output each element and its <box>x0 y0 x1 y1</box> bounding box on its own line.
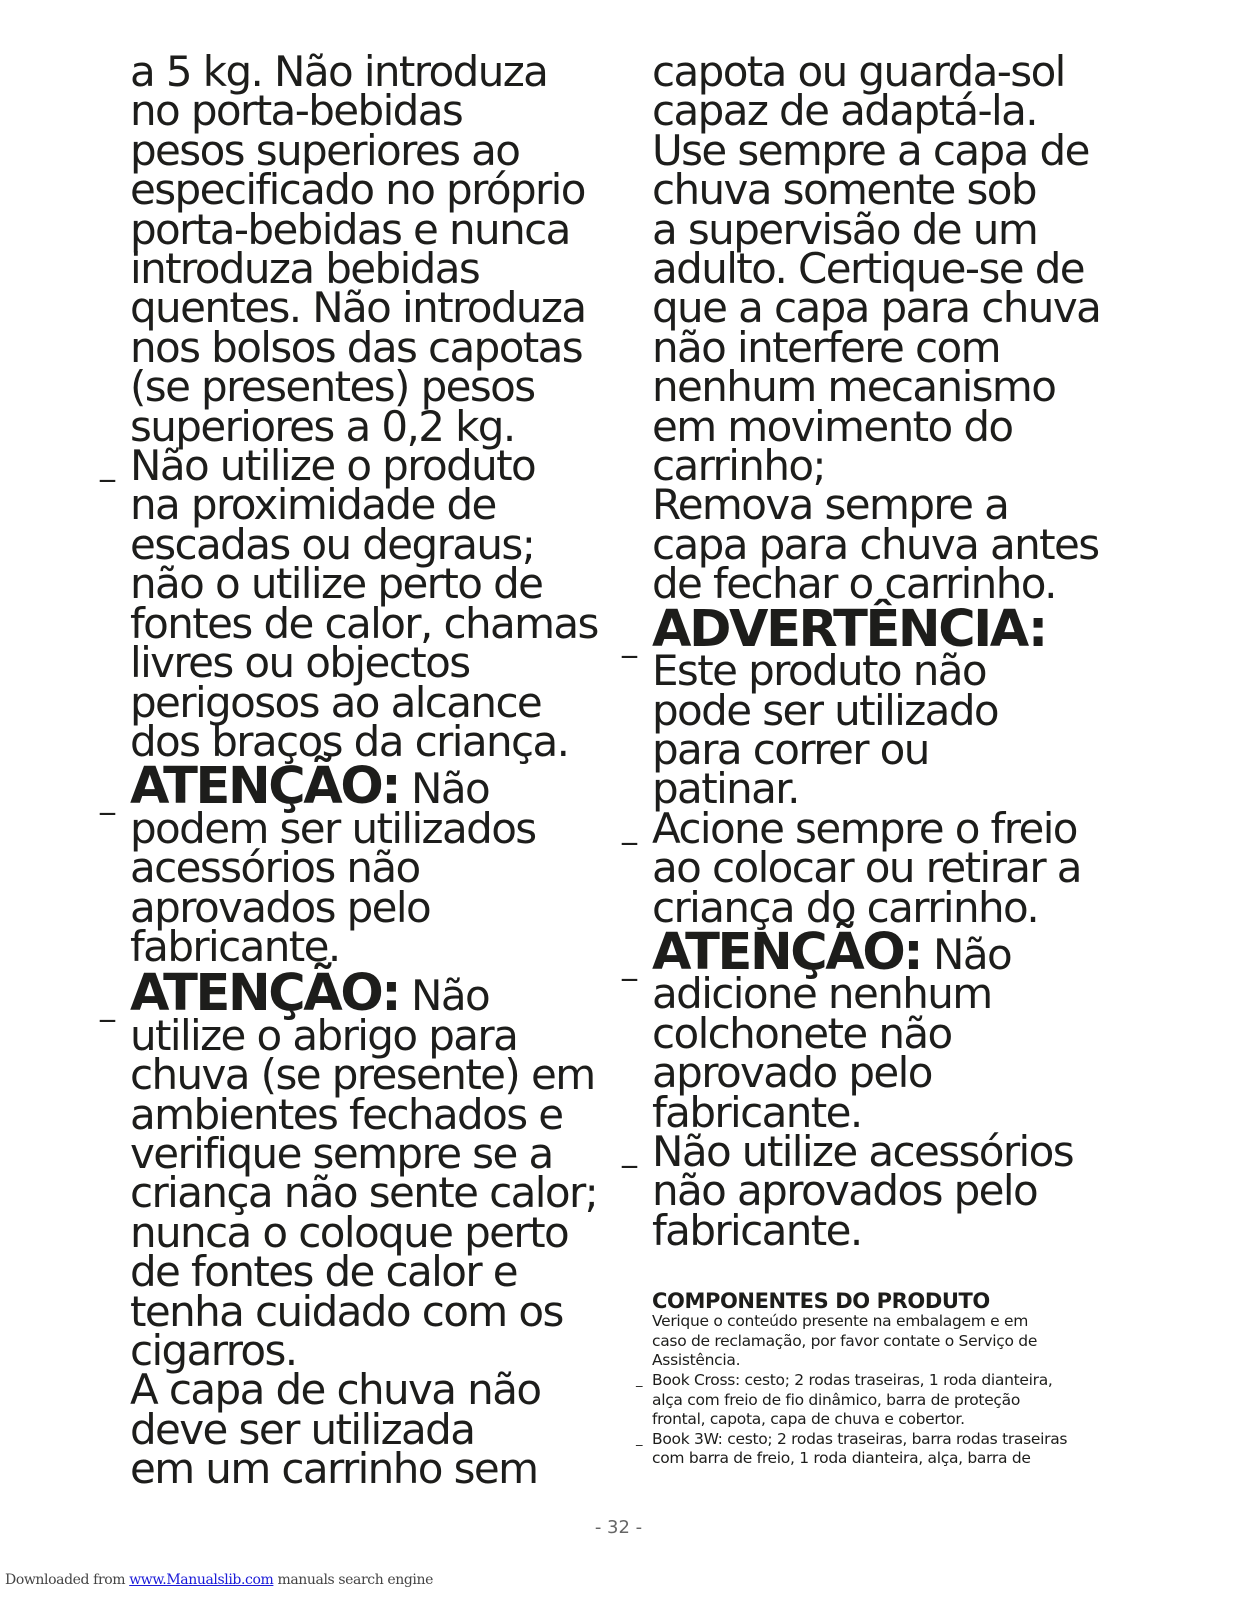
warning-keyword: ADVERTÊNCIA: <box>652 599 1046 659</box>
list-item <box>622 803 1132 932</box>
warning-keyword: ATENÇÃO: <box>130 964 400 1024</box>
list-item <box>100 964 610 1494</box>
item-text: Book Cross: cesto; 2 rodas traseiras, 1 roda dianteira, alça com freio de fio dinâmico, barra de proteção frontal, capota, capa de chuva e cobertor. <box>652 1370 1053 1429</box>
list-item <box>622 1126 1132 1255</box>
download-footer <box>5 1572 433 1588</box>
manualslib-link[interactable]: www.Manualslib.com <box>129 1572 274 1588</box>
item-text: Não adicione nenhum colchonete não aprovado pelo fabricante. <box>652 929 1012 1137</box>
section-intro: Verique o conteúdo presente na embalagem e em caso de reclamação, por favor contate o Serviço de Assistência. <box>652 1312 1038 1370</box>
list-item <box>100 757 610 971</box>
item-text: Book 3W: cesto; 2 rodas traseiras, barra rodas traseiras com barra de freio, 1 roda dianteira, alça, barra de <box>652 1429 1068 1468</box>
bullet-dash: _ <box>622 623 637 659</box>
item-text: Este produto não pode ser utilizado para correr ou patinar. <box>652 646 998 814</box>
bullet-dash: _ <box>622 1133 637 1169</box>
item-text: Não utilize acessórios não aprovados pelo fabricante. <box>652 1126 1073 1255</box>
list-item <box>622 599 1132 814</box>
footer-suffix: manuals search engine <box>273 1572 434 1588</box>
warning-keyword: ATENÇÃO: <box>130 757 400 817</box>
bullet-dash: _ <box>622 810 637 846</box>
section-heading: COMPONENTES DO PRODUTO <box>652 1289 990 1314</box>
components-section <box>636 1289 1132 1469</box>
item-text: Não podem ser utilizados acessórios não aprovados pelo fabricante. <box>130 764 536 971</box>
right-column <box>622 47 1132 1469</box>
list-item <box>100 441 610 766</box>
item-text: Acione sempre o freio ao colocar ou retirar a criança do carrinho. <box>652 803 1081 932</box>
bullet-dash: _ <box>100 448 115 484</box>
list-item <box>636 1429 1132 1469</box>
item-text: Não utilize o abrigo para chuva (se presente) em ambientes fechados e verifique sempre se a criança não sente calor; nunca o coloque perto de fontes de calor e tenha cuidado com os cigarros. A capa de chuva não deve ser utilizada em um carrinho sem <box>130 971 598 1494</box>
bullet-dash: _ <box>636 1431 643 1447</box>
list-item <box>622 922 1132 1137</box>
page-number: - 32 - <box>594 1517 643 1538</box>
left-column <box>100 47 610 1494</box>
footer-prefix: Downloaded from <box>5 1572 130 1588</box>
bullet-dash: _ <box>100 781 115 817</box>
intro-paragraph: a 5 kg. Não introduza no porta-bebidas pesos superiores ao especificado no próprio porta-bebidas e nunca introduza bebidas quentes. Não introduza nos bolsos das capotas (se presentes) pesos superiores a 0,2 kg. <box>130 47 586 451</box>
bullet-dash: _ <box>100 988 115 1024</box>
list-item <box>636 1370 1132 1430</box>
continued-paragraph: capota ou guarda-sol capaz de adaptá-la. Use sempre a capa de chuva somente sob a supervisão de um adulto. Certique-se de que a capa para chuva não interfere com nenhum mecanismo em movimento do carrinho; Remova sempre a capa para chuva antes de fechar o carrinho. <box>652 47 1101 609</box>
bullet-dash: _ <box>636 1372 643 1388</box>
item-text: Não utilize o produto na proximidade de escadas ou degraus; não o utilize perto de fontes de calor, chamas livres ou objectos perigosos ao alcance dos braços da criança. <box>130 441 598 766</box>
bullet-dash: _ <box>622 946 637 982</box>
warning-keyword: ATENÇÃO: <box>652 922 922 982</box>
